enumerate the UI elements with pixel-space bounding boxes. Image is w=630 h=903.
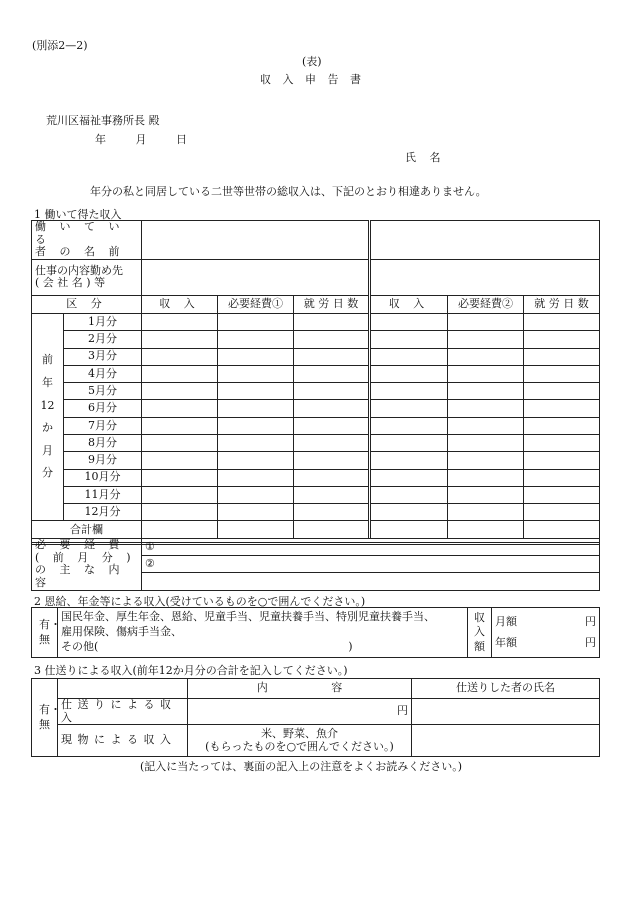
month-cell[interactable]	[524, 331, 600, 348]
footer-note: (記入に当たっては、裏面の記入上の注意をよくお読みください。)	[140, 760, 463, 773]
month-cell[interactable]	[448, 469, 524, 486]
month-label: 11月分	[64, 486, 142, 503]
month-cell[interactable]	[370, 435, 448, 452]
month-cell[interactable]	[218, 331, 294, 348]
month-cell[interactable]	[218, 486, 294, 503]
declaration: 年分の私と同居している二世等世帯の総収入は、下記のとおり相違ありません。	[90, 185, 487, 198]
month-cell[interactable]	[370, 469, 448, 486]
pension-types[interactable]: 国民年金、厚生年金、恩給、児童手当、児童扶養手当、特別児童扶養手当、 雇用保険、傷病手当金、 その他( )	[58, 608, 468, 658]
month-cell[interactable]	[142, 504, 218, 521]
month-cell[interactable]	[448, 383, 524, 400]
month-cell[interactable]	[294, 400, 370, 417]
col-category: 区 分	[32, 295, 142, 313]
worker-name-label: 働 い て い る 者 の 名 前	[32, 221, 142, 260]
month-cell[interactable]	[370, 504, 448, 521]
remittance-yesno[interactable]: 有・無	[32, 679, 58, 757]
month-cell[interactable]	[448, 486, 524, 503]
worker-name-field-a[interactable]	[142, 221, 370, 260]
month-cell[interactable]	[218, 435, 294, 452]
month-cell[interactable]	[524, 348, 600, 365]
month-label: 1月分	[64, 313, 142, 330]
month-cell[interactable]	[294, 452, 370, 469]
month-cell[interactable]	[448, 313, 524, 330]
table-row	[32, 504, 600, 521]
page-title: 収 入 申 告 書	[260, 73, 365, 86]
table-row	[32, 452, 600, 469]
name-label: 氏 名	[405, 151, 441, 164]
job-field-a[interactable]	[142, 259, 370, 295]
month-cell[interactable]	[142, 383, 218, 400]
month-label: 8月分	[64, 435, 142, 452]
remittance-table	[31, 678, 600, 757]
month-cell[interactable]	[370, 417, 448, 434]
month-label: 5月分	[64, 383, 142, 400]
total-label: 合計欄	[32, 521, 142, 539]
month-cell[interactable]	[142, 452, 218, 469]
worker-name-field-b[interactable]	[370, 221, 600, 260]
expense-content-table	[31, 538, 600, 591]
job-label: 仕事の内容勤め先 ( 会 社 名 ) 等	[32, 259, 142, 295]
month-label: 6月分	[64, 400, 142, 417]
col-expense2: 必要経費②	[448, 295, 524, 313]
period-label: 前 年 12 か 月 分	[32, 313, 64, 521]
month-label: 4月分	[64, 365, 142, 382]
month-cell[interactable]	[218, 313, 294, 330]
month-cell[interactable]	[294, 365, 370, 382]
date-line: 年 月 日	[95, 133, 187, 146]
month-cell[interactable]	[142, 331, 218, 348]
table-row	[32, 435, 600, 452]
month-label: 2月分	[64, 331, 142, 348]
job-field-b[interactable]	[370, 259, 600, 295]
month-cell[interactable]	[524, 400, 600, 417]
month-cell[interactable]	[524, 365, 600, 382]
month-cell[interactable]	[142, 313, 218, 330]
month-cell[interactable]	[370, 400, 448, 417]
table-row	[32, 331, 600, 348]
section3-heading: 3 仕送りによる収入(前年12か月分の合計を記入してください。)	[34, 664, 348, 677]
month-cell[interactable]	[294, 383, 370, 400]
month-cell[interactable]	[142, 400, 218, 417]
month-label: 12月分	[64, 504, 142, 521]
table-row	[32, 365, 600, 382]
month-cell[interactable]	[370, 486, 448, 503]
month-label: 9月分	[64, 452, 142, 469]
total-cell[interactable]	[524, 521, 600, 539]
month-cell[interactable]	[448, 348, 524, 365]
month-cell[interactable]	[218, 504, 294, 521]
month-label: 10月分	[64, 469, 142, 486]
blank-header	[58, 679, 188, 699]
attachment-label: (別添2—2)	[32, 39, 88, 52]
col-days: 就 労 日 数	[294, 295, 370, 313]
month-cell[interactable]	[370, 348, 448, 365]
total-cell[interactable]	[448, 521, 524, 539]
month-cell[interactable]	[448, 452, 524, 469]
month-cell[interactable]	[218, 365, 294, 382]
month-cell[interactable]	[448, 435, 524, 452]
month-cell[interactable]	[524, 486, 600, 503]
table-row	[32, 383, 600, 400]
expense-field-2[interactable]: ②	[142, 556, 600, 573]
table-row	[32, 400, 600, 417]
month-cell[interactable]	[218, 400, 294, 417]
amount-label: 収入額	[468, 608, 492, 658]
month-cell[interactable]	[218, 469, 294, 486]
month-cell[interactable]	[294, 348, 370, 365]
table-row	[32, 348, 600, 365]
month-cell[interactable]	[294, 417, 370, 434]
month-cell[interactable]	[218, 348, 294, 365]
month-cell[interactable]	[524, 313, 600, 330]
total-cell[interactable]	[370, 521, 448, 539]
pension-table	[31, 607, 600, 658]
month-label: 3月分	[64, 348, 142, 365]
month-cell[interactable]	[294, 486, 370, 503]
month-cell[interactable]	[370, 331, 448, 348]
month-cell[interactable]	[294, 331, 370, 348]
in-kind-sender[interactable]	[412, 725, 600, 757]
month-cell[interactable]	[370, 365, 448, 382]
total-cell[interactable]	[142, 521, 218, 539]
month-cell[interactable]	[524, 383, 600, 400]
col-income: 収 入	[142, 295, 218, 313]
work-income-table	[31, 220, 600, 545]
table-row	[32, 469, 600, 486]
col-content: 内 容	[188, 679, 412, 699]
table-row	[32, 313, 600, 330]
month-cell[interactable]	[142, 417, 218, 434]
month-cell[interactable]	[294, 313, 370, 330]
month-cell[interactable]	[370, 313, 448, 330]
expense-field-3[interactable]	[142, 573, 600, 590]
month-cell[interactable]	[448, 400, 524, 417]
month-cell[interactable]	[370, 383, 448, 400]
month-label: 7月分	[64, 417, 142, 434]
remittance-sender[interactable]	[412, 699, 600, 725]
month-cell[interactable]	[524, 504, 600, 521]
pension-yesno[interactable]: 有・無	[32, 608, 58, 658]
month-cell[interactable]	[294, 469, 370, 486]
month-cell[interactable]	[448, 417, 524, 434]
section2-heading: 2 恩給、年金等による収入(受けているものを○で囲んでください。)	[34, 595, 366, 608]
table-row	[32, 417, 600, 434]
month-cell[interactable]	[142, 486, 218, 503]
month-cell[interactable]	[142, 365, 218, 382]
col-sender: 仕送りした者の氏名	[412, 679, 600, 699]
in-kind-content[interactable]: 米、野菜、魚介 (もらったものを○で囲んでください。)	[188, 725, 412, 757]
amount-fields[interactable]: 月額 円 年額 円	[492, 608, 600, 658]
month-cell[interactable]	[142, 469, 218, 486]
month-cell[interactable]	[218, 383, 294, 400]
month-cell[interactable]	[448, 331, 524, 348]
in-kind-label: 現 物 に よ る 収 入	[58, 725, 188, 757]
month-cell[interactable]	[524, 417, 600, 434]
expense-label: 必 要 経 費 ( 前 月 分 ) の 主 な 内 容	[32, 539, 142, 591]
remittance-amount[interactable]: 円	[188, 699, 412, 725]
month-cell[interactable]	[524, 469, 600, 486]
total-cell[interactable]	[218, 521, 294, 539]
month-cell[interactable]	[524, 452, 600, 469]
month-cell[interactable]	[294, 504, 370, 521]
addressee: 荒川区福祉事務所長 殿	[46, 114, 160, 127]
col-expense1: 必要経費①	[218, 295, 294, 313]
remittance-label: 仕 送 り に よ る 収 入	[58, 699, 188, 725]
month-cell[interactable]	[448, 504, 524, 521]
section1-heading: 1 働いて得た収入	[34, 208, 122, 221]
month-cell[interactable]	[370, 452, 448, 469]
month-cell[interactable]	[142, 435, 218, 452]
month-cell[interactable]	[218, 452, 294, 469]
col-days-b: 就 労 日 数	[524, 295, 600, 313]
col-income-b: 収 入	[370, 295, 448, 313]
month-cell[interactable]	[448, 365, 524, 382]
month-cell[interactable]	[294, 435, 370, 452]
month-cell[interactable]	[524, 435, 600, 452]
month-cell[interactable]	[142, 348, 218, 365]
total-cell[interactable]	[294, 521, 370, 539]
month-cell[interactable]	[218, 417, 294, 434]
expense-field-1[interactable]: ①	[142, 539, 600, 556]
side-label: (表)	[302, 55, 322, 68]
table-row	[32, 486, 600, 503]
